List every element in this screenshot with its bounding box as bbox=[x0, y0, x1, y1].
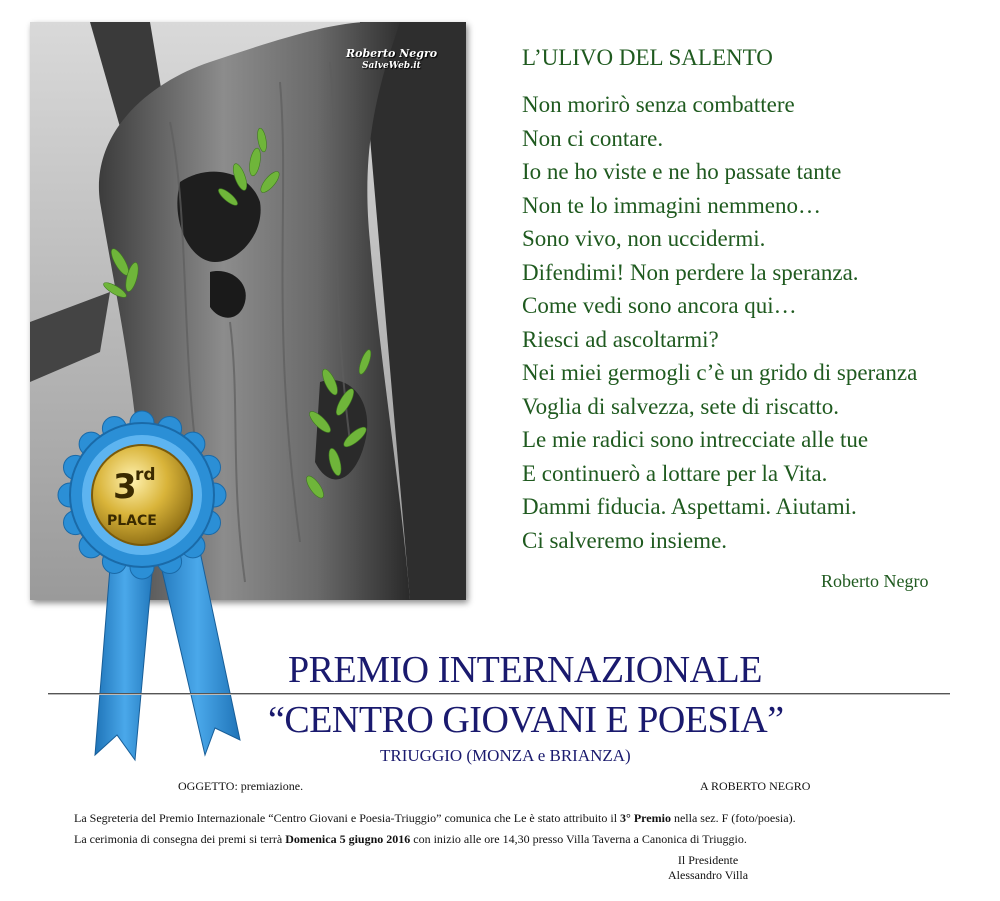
poem-line: Difendimi! Non perdere la speranza. bbox=[522, 259, 859, 285]
letter-paragraph bbox=[74, 829, 796, 850]
poem-line: Voglia di salvezza, sete di riscatto. bbox=[522, 393, 840, 419]
paragraph-text: La cerimonia di consegna dei premi si terrà bbox=[74, 832, 286, 846]
recipient: A ROBERTO NEGRO bbox=[700, 779, 811, 793]
paragraph-text: La Segreteria del Premio Internazionale “Centro Giovani e Poesia-Triuggio” comunica che Le è stato attribuito il bbox=[74, 811, 621, 825]
poem-author: Roberto Negro bbox=[821, 571, 929, 591]
signature-name: Alessandro Villa bbox=[668, 868, 749, 882]
svg-text:PLACE: PLACE bbox=[107, 513, 157, 529]
photo-watermark bbox=[346, 48, 437, 72]
poem-line: Non te lo immagini nemmeno… bbox=[522, 192, 821, 218]
award-subtitle: “CENTRO GIOVANI E POESIA” bbox=[268, 699, 784, 741]
prize-rank: 3° Premio bbox=[620, 811, 671, 825]
header-divider bbox=[48, 693, 950, 694]
letter-body bbox=[74, 808, 796, 850]
subject-line bbox=[178, 779, 303, 794]
poem-line: Io ne ho viste e ne ho passate tante bbox=[522, 159, 842, 184]
ceremony-date: Domenica 5 giugno 2016 bbox=[285, 832, 411, 846]
poem-line: Non ci contare. bbox=[522, 125, 664, 151]
poem-line: Le mie radici sono intrecciate alle tue bbox=[522, 427, 869, 452]
poem-line: Non morirò senza combattere bbox=[522, 92, 795, 117]
award-title: PREMIO INTERNAZIONALE bbox=[288, 649, 762, 691]
third-place-badge bbox=[55, 410, 245, 775]
poem-line: Riesci ad ascoltarmi? bbox=[522, 326, 719, 352]
paragraph-text: con inizio alle ore 14,30 presso Villa Taverna a Canonica di Triuggio. bbox=[410, 832, 747, 846]
poem-line: Ci salveremo insieme. bbox=[522, 527, 728, 553]
poem-line: Dammi fiducia. Aspettami. Aiutami. bbox=[522, 494, 857, 519]
subject-value: premiazione. bbox=[240, 779, 304, 793]
signature-block bbox=[668, 853, 748, 883]
poem-lines bbox=[522, 88, 917, 557]
poem-line: Come vedi sono ancora qui… bbox=[522, 293, 797, 318]
subject-label: OGGETTO: bbox=[178, 779, 238, 793]
letter-paragraph bbox=[74, 808, 796, 829]
poem-title: L’ULIVO DEL SALENTO bbox=[522, 45, 773, 70]
award-ribbon-icon bbox=[55, 410, 245, 770]
paragraph-text: nella sez. F (foto/poesia). bbox=[670, 811, 796, 825]
svg-text:3: 3 bbox=[113, 467, 137, 507]
poem bbox=[522, 44, 917, 557]
signature-title: Il Presidente bbox=[677, 853, 739, 867]
award-location: TRIUGGIO (MONZA e BRIANZA) bbox=[380, 746, 631, 765]
watermark-author: Roberto Negro bbox=[346, 47, 438, 60]
poem-line: Sono vivo, non uccidermi. bbox=[522, 226, 766, 251]
svg-text:rd: rd bbox=[135, 465, 156, 485]
watermark-site: SalveWeb.it bbox=[362, 61, 421, 71]
poem-line: Nei miei germogli c’è un grido di speranza bbox=[522, 360, 918, 385]
poem-line: E continuerò a lottare per la Vita. bbox=[522, 460, 828, 486]
